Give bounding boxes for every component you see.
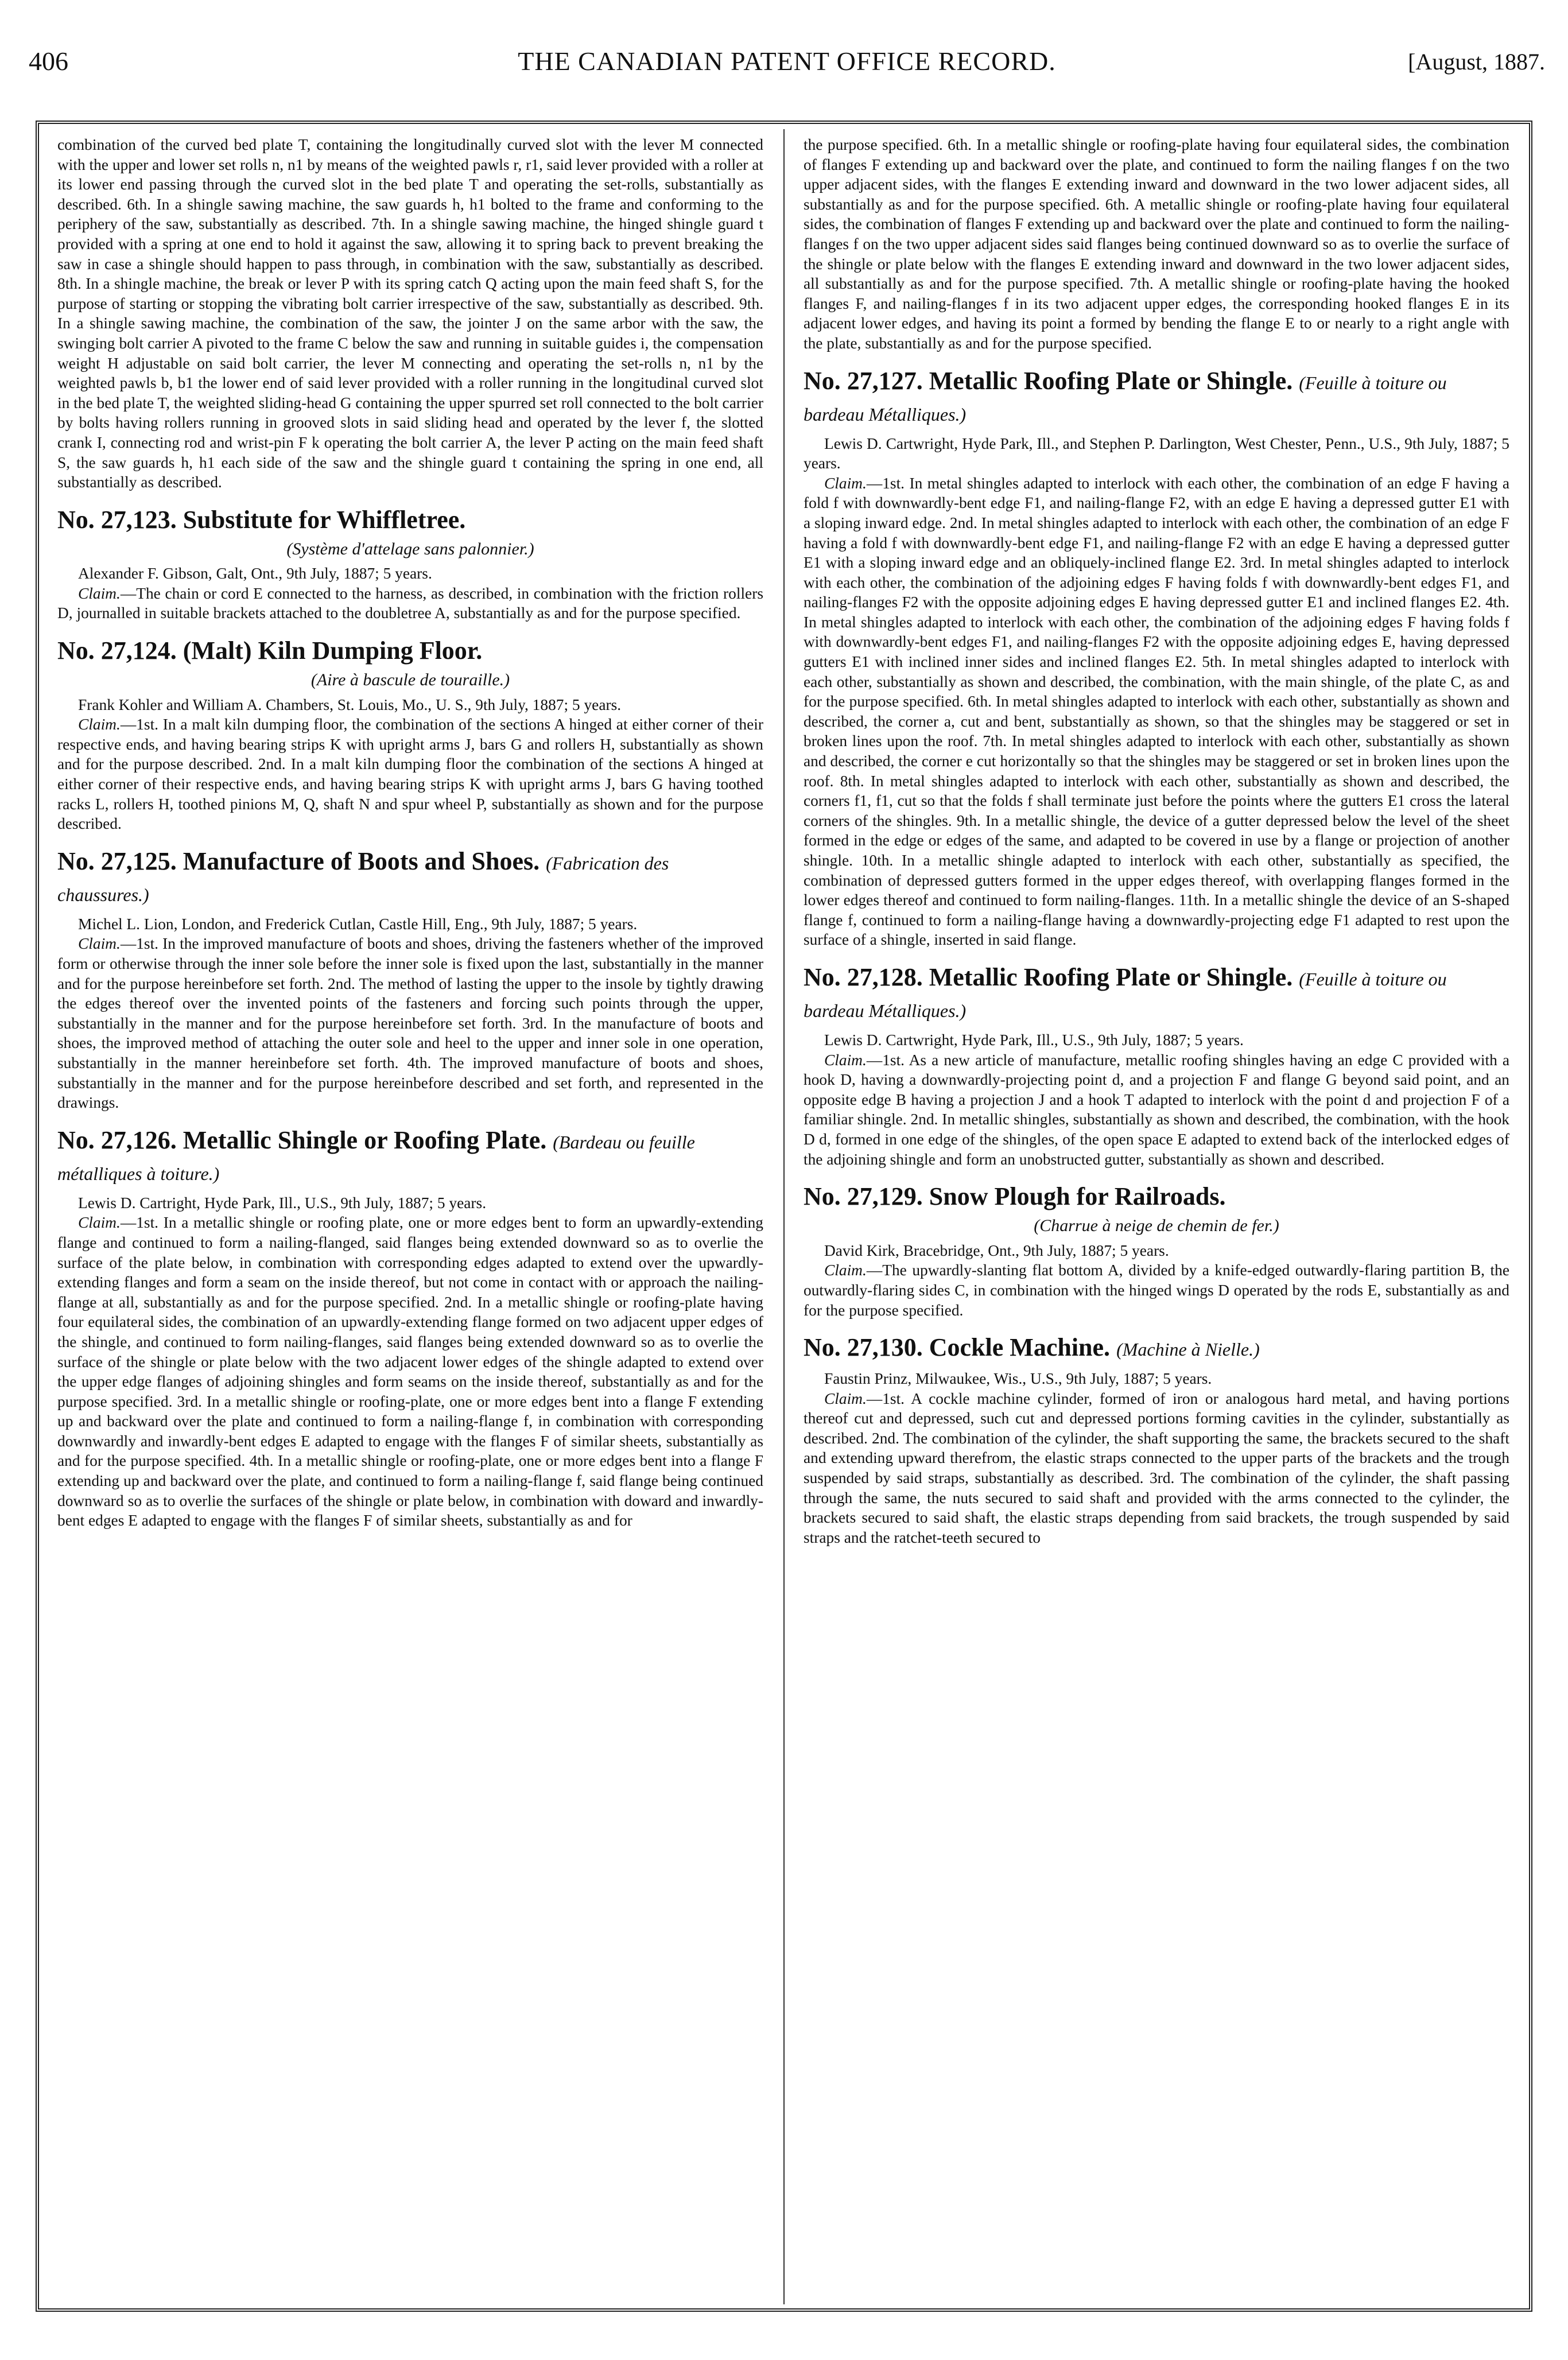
french-title-27130: (Machine à Nielle.) [1116,1339,1260,1360]
inventor-27129: David Kirk, Bracebridge, Ont., 9th July, 1887; 5 years. [824,1241,1169,1259]
claim-label: Claim. [78,935,121,953]
claim-text: —1st. As a new article of manufacture, metallic roofing shingles having an edge C provided with a hook D, having a downwardly-projecting point d, and a projection F and flange G beyond said point, and an opposite edge B having a projection J and a hook T adapted to interlock with the point d and projection F of a familiar shingle. 2nd. In metallic shingles, substantially as shown and described, the combination, with the hook D d, formed in one edge of the shingles, of the open space E adapted to extend back of the interlocked edges of the adjoining shingle and form an unobstructed gutter, substantially as shown and described. [804,1051,1509,1168]
patent-heading-27123: No. 27,123. Substitute for Whiffletree. [57,505,466,534]
heading-text: No. 27,126. Metallic Shingle or Roofing Plate. [57,1125,547,1154]
claim-27129 [804,1260,1509,1320]
french-title-27128: (Feuille à toiture ou bardeau Métalliques.) [804,968,1447,1021]
french-title-27127: (Feuille à toiture ou bardeau Métalliques.) [804,372,1447,425]
claim-label: Claim. [824,1261,867,1279]
claim-text: —1st. A cockle machine cylinder, formed of iron or analogous hard metal, and having portions thereof cut and depressed, such cut and depressed portions forming cavities in the cylinder, substantially as described. 2nd. The combination of the cylinder, the shaft supporting the same, the brackets secured to the shaft and extending upward therefrom, the elastic straps connected to the upper parts of the brackets and the trough suspended by said straps, substantially as described. 3rd. The combination of the cylinder, the shaft passing through the same, the nuts secured to said shaft and provided with the arms connected to the cylinder, the brackets secured to said shaft, the elastic straps depending from said brackets, the trough suspended by said straps and the ratchet-teeth secured to [804,1389,1509,1546]
claim-label: Claim. [78,1214,121,1232]
heading-text: No. 27,127. Metallic Roofing Plate or Shingle. [804,366,1293,395]
continued-claim-text: the purpose specified. 6th. In a metallic shingle or roofing-plate having four equilateral sides, the combination of flanges F extending up and backward over the plate, and continued to form the nailing flanges f on the two upper adjacent sides, with the flanges E extending inward and downward in the two lower adjacent sides, all substantially as and for the purpose specified. 6th. A metallic shingle or roofing-plate having four equilateral sides, the combination of flanges F extending up and backward over the plate and continued to form the nailing-flanges f on the two upper adjacent sides said flanges being continued downward so as to overlie the surface of the shingle or plate below with the flanges E extending inward and downward in the two lower adjacent sides, all substantially as and for the purpose specified. 7th. A metallic shingle or roofing-plate having the hooked flanges F, and nailing-flanges f in its two adjacent upper edges, the corresponding hooked flanges E in its adjacent lower edges, and having its point a formed by bending the flange E to or nearly to a right angle with the plate, substantially as and for the purpose specified. [804,136,1509,352]
page-number: 406 [29,46,68,76]
claim-label: Claim. [78,584,121,602]
patent-heading-27126 [57,1125,763,1189]
claim-text: —The chain or cord E connected to the harness, as described, in combination with the friction rollers D, journalled in suitable brackets attached to the doubletree A, substantially as and for the purpose specified. [57,584,763,622]
inventor-27127: Lewis D. Cartwright, Hyde Park, Ill., and Stephen P. Darlington, West Chester, Penn., U.S., 9th July, 1887; 5 years. [804,434,1509,472]
column-divider [783,129,785,2304]
inventor-27123: Alexander F. Gibson, Galt, Ont., 9th July, 1887; 5 years. [78,565,432,583]
inventor-27130: Faustin Prinz, Milwaukee, Wis., U.S., 9th July, 1887; 5 years. [824,1370,1212,1388]
french-title-27123: (Système d'attelage sans palonnier.) [286,539,534,558]
right-column [804,135,1509,2299]
heading-text: No. 27,130. Cockle Machine. [804,1333,1111,1362]
journal-title: THE CANADIAN PATENT OFFICE RECORD. [518,46,1056,76]
patent-heading-27127 [804,366,1509,429]
heading-text: No. 27,125. Manufacture of Boots and Shoes. [57,847,540,875]
claim-27130 [804,1389,1509,1548]
patent-heading-27129: No. 27,129. Snow Plough for Railroads. [804,1182,1226,1211]
claim-27127 [804,473,1509,950]
page-header [29,46,1545,86]
inventor-27124: Frank Kohler and William A. Chambers, St. Louis, Mo., U. S., 9th July, 1887; 5 years. [78,696,622,713]
claim-label: Claim. [78,716,121,733]
patent-heading-27128 [804,962,1509,1026]
left-column [57,135,763,2299]
claim-label: Claim. [824,1051,867,1069]
inventor-27128: Lewis D. Cartwright, Hyde Park, Ill., U.S., 9th July, 1887; 5 years. [824,1031,1244,1049]
issue-date: [August, 1887. [1408,49,1545,75]
french-title-27125: (Fabrication des chaussures.) [57,852,669,905]
french-title-27124: (Aire à bascule de touraille.) [311,670,510,690]
claim-label: Claim. [824,474,867,492]
claim-label: Claim. [824,1389,867,1407]
claim-text: —1st. In a malt kiln dumping floor, the combination of the sections A hinged at either corner of their respective ends, and having bearing strips K with upright arms J, bars G and rollers H, substantially as shown and for the purpose described. 2nd. In a malt kiln dumping floor the combination of the sections A hinged at either corner of their respective ends, and having bearing strips K with upright arms J, bars G having toothed racks L, rollers H, toothed pinions M, Q, shaft N and spur wheel P, substantially as shown and for the purpose described. [57,716,763,833]
claim-27128 [804,1050,1509,1170]
claim-text: —1st. In the improved manufacture of boots and shoes, driving the fasteners whether of the improved form or otherwise through the inner sole before the inner sole is fixed upon the last, substantially in the manner and for the purpose hereinbefore set forth. 2nd. The method of lasting the upper to the insole by tightly drawing the edges thereof over the invented points of the fasteners and forcing such points through the upper, substantially in the manner and for the purpose hereinbefore set forth. 3rd. In the manufacture of boots and shoes, the improved method of attaching the outer sole and heel to the upper and inner sole in one operation, substantially in the manner hereinbefore set forth. 4th. The improved manufacture of boots and shoes, substantially in the manner and for the purpose hereinbefore described and set forth, and represented in the drawings. [57,935,763,1112]
claim-27123 [57,584,763,623]
patent-heading-27124: No. 27,124. (Malt) Kiln Dumping Floor. [57,636,483,665]
heading-text: No. 27,128. Metallic Roofing Plate or Shingle. [804,962,1293,991]
inventor-27126: Lewis D. Cartright, Hyde Park, Ill., U.S., 9th July, 1887; 5 years. [78,1194,487,1212]
claim-text: —1st. In metal shingles adapted to interlock with each other, the combination of an edge F having a fold f with downwardly-bent edge F1, and nailing-flange F2, with an edge E having a depressed gutter E1 with a sloping inward edge. 2nd. In metal shingles adapted to interlock with each other, the combination of an edge F having a fold f with downwardly-bent edge F1, and nailing-flange F2 with an edge E having a depressed gutter E1 with a sloping inward edge and an obliquely-inclined flange E2. 3rd. In metal shingles adapted to interlock with each other, the combination of the adjoining edges F having folds f with downwardly-bent edges F1, and nailing-flanges F2 with the opposite adjoining edges E having depressed gutter E1 and inclined flanges E2. 4th. In metal shingles adapted to interlock with each other, the combination of the adjoining edges F having folds f with downwardly-bent edges F1, and nailing-flanges F2 with the opposite adjoining edges E, having depressed gutters E1 with inclined inner sides and inclined flanges E2. 5th. In metal shingles adapted to interlock with each other, substantially as shown and described, the combination, with the main shingle, of the plate C, as and for the purpose specified. 6th. In metal shingles adapted to interlock with each other, substantially as shown and described, the corner a, cut and bent, substantially as shown, so that the shingles may be staggered or set in broken lines upon the roof. 7th. In metal shingles adapted to interlock with each other, substantially as shown and described, the corner e cut horizontally so that the shingles may be staggered or set in broken lines upon the roof. 8th. In metal shingles adapted to interlock with each other, substantially as shown and described, the corners f1, f1, cut so that the folds f shall terminate just before the points where the gutters E1 cross the lateral corners of the shingles. 9th. In a metallic shingle, the device of a gutter depressed below the level of the sheet formed in the edge or edges of the same, and adapted to be covered in use by a flange or projection of another shingle. 10th. In a metallic shingle adapted to interlock with each other, substantially as specified, the combination of depressed gutters formed in the upper edges thereof, with overlapping flanges formed in the lower edges thereof and continued to form nailing-flanges. 11th. In a metallic shingle the device of an S-shaped flange f, continued to form a nailing-flange having a downwardly-projecting edge F1 adapted to rest upon the surface of a shingle, inserted in said flange. [804,474,1509,949]
french-title-27126: (Bardeau ou feuille métalliques à toiture.) [57,1131,695,1184]
claim-27125 [57,934,763,1112]
patent-heading-27125 [57,847,763,910]
claim-27124 [57,715,763,834]
patent-heading-27130 [804,1333,1509,1364]
claim-27126 [57,1213,763,1531]
french-title-27129: (Charrue à neige de chemin de fer.) [1034,1216,1279,1236]
inventor-27125: Michel L. Lion, London, and Frederick Cutlan, Castle Hill, Eng., 9th July, 1887; 5 years. [78,915,638,933]
continued-claim-text: combination of the curved bed plate T, containing the longitudinally curved slot with the lever M connected with the upper and lower set rolls n, n1 by means of the weighted pawls r, r1, said lever provided with a roller at its lower end passing through the curved slot in the bed plate T and operating the set-rolls, substantially as described. 6th. In a shingle sawing machine, the saw guards h, h1 bolted to the frame and conforming to the periphery of the saw, substantially as described. 7th. In a shingle sawing machine, the hinged shingle guard t provided with a spring at one end to hold it against the saw, allowing it to spring back to prevent breaking the saw in case a shingle should happen to pass through, in combination with the saw, substantially as described. 8th. In a shingle machine, the break or lever P with its spring catch Q acting upon the main feed shaft S, for the purpose of starting or stopping the vibrating bolt carrier irrespective of the saw, substantially as described. 9th. In a shingle sawing machine, the combination of the saw, the jointer J on the same arbor with the saw, the swinging bolt carrier A pivoted to the frame C below the saw and running in suitable guides i, the compensation weight H adjustable on said bolt carrier, the lever M connecting and operating the set-rolls n, n1 by the weighted pawls b, b1 the lower end of said lever provided with a roller running in the longitudinal curved slot in the bed plate T, the weighted sliding-head G containing the upper spurred set roll connected to the bolt carrier by bolts having rollers running in grooved slots in said sliding head and operated by the lever f, the slotted crank I, connecting rod and wrist-pin F k operating the bolt carrier A, the lever P acting on the main feed shaft S, the saw guards h, h1 each side of the saw and the shingle guard t containing the spring in one end, all substantially as described. [57,136,763,491]
claim-text: —1st. In a metallic shingle or roofing plate, one or more edges bent to form an upwardly-extending flange and continued to form a nailing-flanged, said flanges being extended downward so as to overlie the surface of the plate below, in combination with corresponding edges adapted to extend over the upwardly-extending flanges and form a seam on the inside thereof, but not come in contact with or approach the nailing-flange at all, substantially as and for the purpose specified. 2nd. In a metallic shingle or roofing-plate having four equilateral sides, the combination of an upwardly-extending flange formed on two adjacent upper edges of the shingle, and continued to form nailing-flanges, said flanges being extended downward so as to overlie the surface of the shingle or plate below with the two adjacent lower edges of the shingle adapted to extend over the upper edge flanges of adjoining shingles and form seams on the inside thereof, substantially as and for the purpose specified. 3rd. In a metallic shingle or roofing-plate, one or more edges bent into a flange F extending up and backward over the plate and continued to form a nailing-flange f, in combination with corresponding downwardly and inwardly-bent edges E adapted to engage with the flanges F of similar sheets, substantially as and for the purpose specified. 4th. In a metallic shingle or roofing-plate, one or more edges bent into a flange F extending up and backward over the plate, and continued to form a nailing-flange f, said flange being continued downward so as to overlie the surfaces of the shingle or plate below, in combination with doward and inwardly-bent edges E adapted to engage with the flanges F of similar sheets, substantially as and for [57,1214,763,1530]
claim-text: —The upwardly-slanting flat bottom A, divided by a knife-edged outwardly-flaring partition B, the outwardly-flaring sides C, in combination with the hinged wings D operated by the rods E, substantially as and for the purpose specified. [804,1261,1509,1319]
